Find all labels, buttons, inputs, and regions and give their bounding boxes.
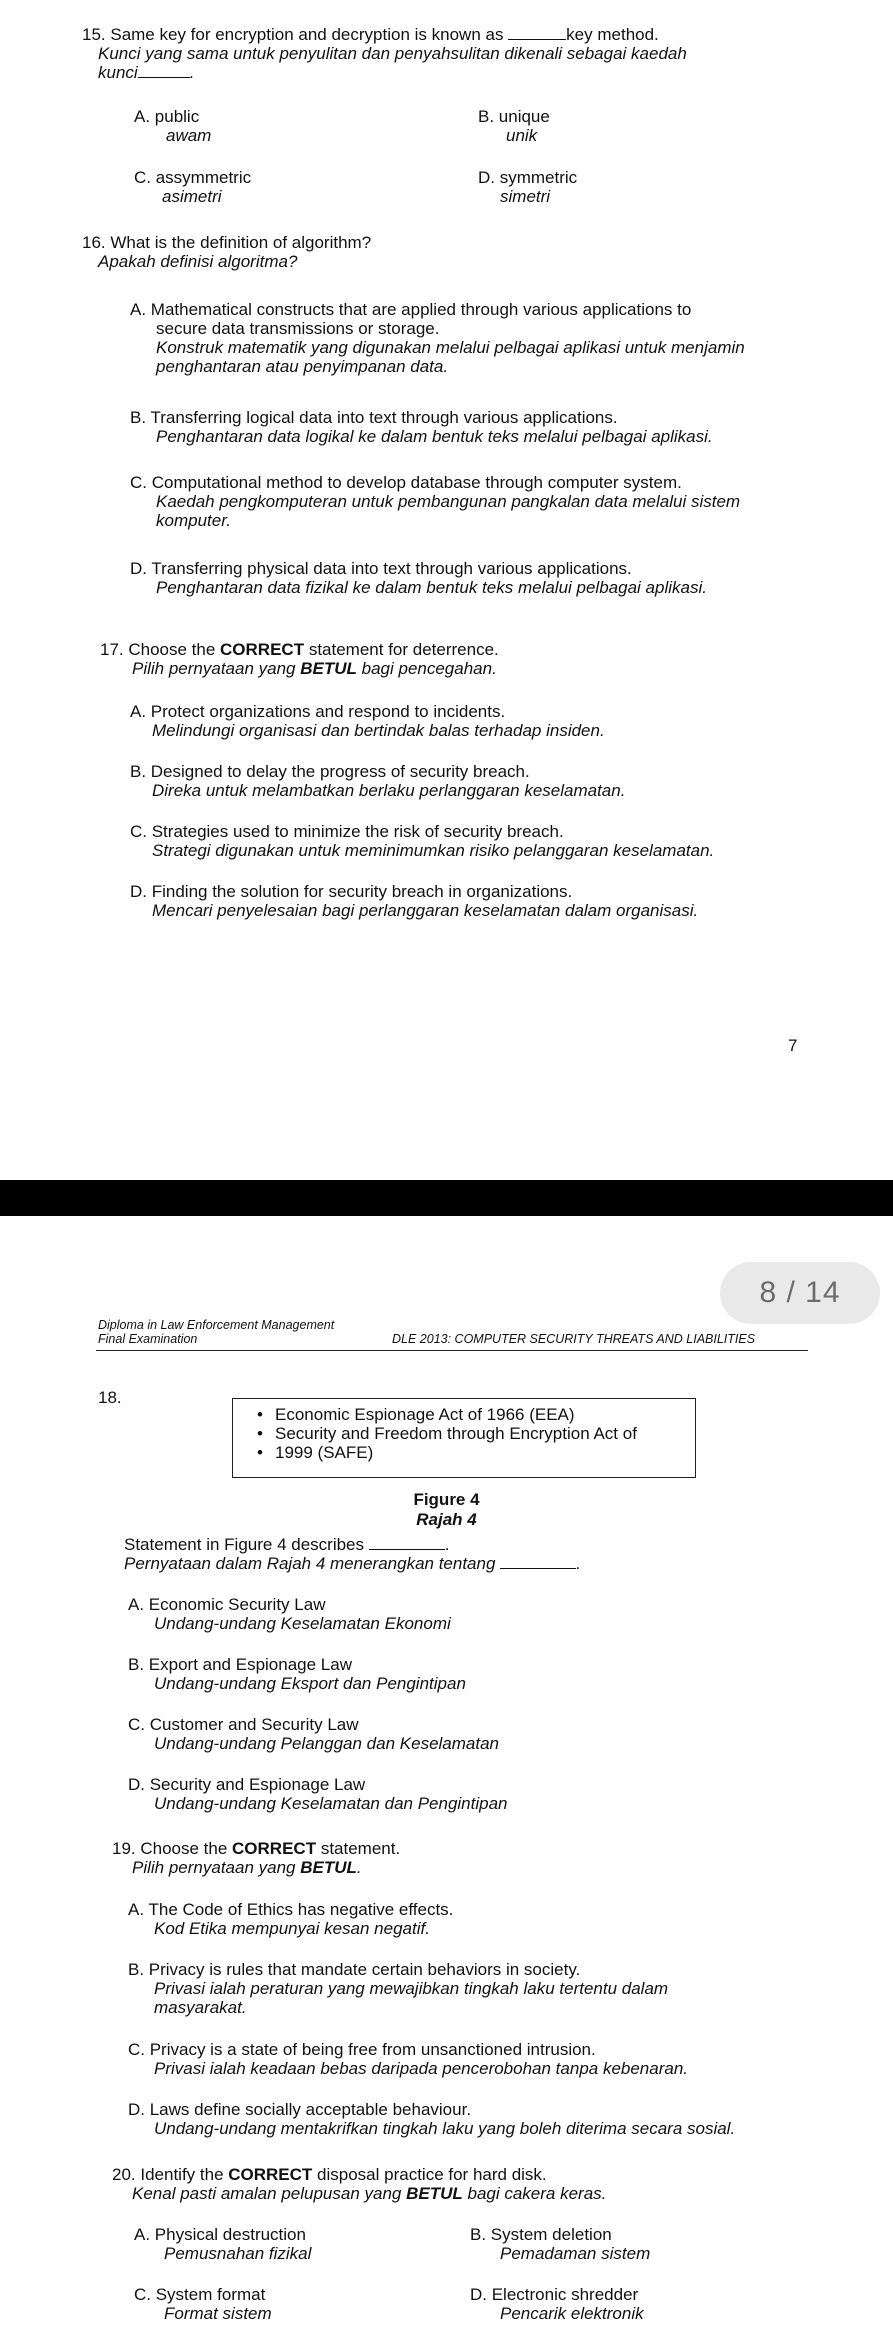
q20-option-d: D. Electronic shredder Pencarik elektronik [470,2285,644,2323]
q19-malay: Pilih pernyataan yang BETUL. [132,1858,362,1877]
question-15 [82,25,687,82]
q20-option-a: A. Physical destruction Pemusnahan fizikal [134,2225,312,2263]
q20-english: 20. Identify the CORRECT disposal practice for hard disk. [112,2165,547,2184]
q16-option-c: C. Computational method to develop database through computer system. Kaedah pengkomputeran untuk pembangunan pangkalan data melalui sistem komputer. [130,473,741,530]
question-16 [82,233,371,271]
q15-option-b: B. unique unik [478,107,550,145]
question-19 [112,1839,400,1877]
q16-malay: Apakah definisi algoritma? [98,252,298,271]
page-separator [0,1180,893,1216]
q15-english: 15. Same key for encryption and decryption is known as key method. [82,25,659,44]
q19-option-a: A. The Code of Ethics has negative effects. Kod Etika mempunyai kesan negatif. [128,1900,454,1938]
q17-malay: Pilih pernyataan yang BETUL bagi pencegahan. [132,659,497,678]
exam-page-8 [0,1216,893,2327]
figure-item: • Economic Espionage Act of 1966 (EEA) [275,1405,695,1424]
question-17 [100,640,499,678]
q20-option-c: C. System format Format sistem [134,2285,272,2323]
q18-option-c: C. Customer and Security Law Undang-undang Pelanggan dan Keselamatan [128,1715,499,1753]
figure-caption-en: Figure 4 [413,1490,480,1509]
q16-english: 16. What is the definition of algorithm? [82,233,372,252]
q18-option-a: A. Economic Security Law Undang-undang Keselamatan Ekonomi [128,1595,451,1633]
figure-caption-ms: Rajah 4 [416,1510,477,1529]
q18-number: 18. [98,1388,122,1407]
q18-stem [124,1535,581,1573]
q18-option-b: B. Export and Espionage Law Undang-undang Eksport dan Pengintipan [128,1655,466,1693]
q15-option-c: C. assymmetric asimetri [134,168,252,206]
q15-malay-2: kunci . [98,63,195,82]
q17-option-b: B. Designed to delay the progress of security breach. Direka untuk melambatkan berlaku perlanggaran keselamatan. [130,762,626,800]
q19-english: 19. Choose the CORRECT statement. [112,1839,401,1858]
q16-option-a: A. Mathematical constructs that are applied through various applications to secure data transmissions or storage. Konstruk matematik yang digunakan melalui pelbagai aplikasi untuk menjamin penghantaran atau penyimpanan data. [130,300,745,376]
q19-option-c: C. Privacy is a state of being free from unsanctioned intrusion. Privasi ialah keadaan bebas daripada pencerobohan tanpa kebenaran. [128,2040,689,2078]
q18-english: Statement in Figure 4 describes . [124,1535,450,1554]
q20-option-b: B. System deletion Pemadaman sistem [470,2225,651,2263]
figure-4-list [233,1405,695,1462]
figure-4-box [232,1398,696,1478]
q16-option-d: D. Transferring physical data into text through various applications. Penghantaran data fizikal ke dalam bentuk teks melalui pelbagai aplikasi. [130,559,707,597]
q20-malay: Kenal pasti amalan pelupusan yang BETUL bagi cakera keras. [132,2184,607,2203]
q18-option-d: D. Security and Espionage Law Undang-undang Keselamatan dan Pengintipan [128,1775,508,1813]
q17-english: 17. Choose the CORRECT statement for deterrence. [100,640,499,659]
figure-item: • Security and Freedom through Encryption Act of [275,1424,695,1443]
header-course: DLE 2013: COMPUTER SECURITY THREATS AND LIABILITIES [392,1332,756,1346]
page-indicator-badge: 8 / 14 [720,1262,880,1324]
q17-option-c: C. Strategies used to minimize the risk of security breach. Strategi digunakan untuk meminimumkan risiko pelanggaran keselamatan. [130,822,715,860]
question-20 [112,2165,606,2203]
header-program: Diploma in Law Enforcement Management Final Examination [98,1318,335,1346]
answer-blank [500,1554,576,1569]
q16-option-b: B. Transferring logical data into text through various applications. Penghantaran data logikal ke dalam bentuk teks melalui pelbagai aplikasi. [130,408,713,446]
q15-option-a: A. public awam [134,107,212,145]
answer-blank [508,25,566,40]
q18-malay: Pernyataan dalam Rajah 4 menerangkan tentang . [124,1554,581,1573]
answer-blank [369,1535,445,1550]
page-number: 7 [788,1036,798,1055]
q15-malay: Kunci yang sama untuk penyulitan dan penyahsulitan dikenali sebagai kaedah [98,44,687,63]
q19-option-b: B. Privacy is rules that mandate certain behaviors in society. Privasi ialah peraturan yang mewajibkan tingkah laku tertentu dalam masyarakat. [128,1960,669,2017]
q17-option-a: A. Protect organizations and respond to incidents. Melindungi organisasi dan bertindak balas terhadap insiden. [130,702,605,740]
figure-item-cont: • 1999 (SAFE) [275,1443,695,1462]
q15-option-d: D. symmetric simetri [478,168,578,206]
q19-option-d: D. Laws define socially acceptable behaviour. Undang-undang mentakrifkan tingkah laku yang boleh diterima secara sosial. [128,2100,736,2138]
answer-blank [138,63,190,78]
header-rule [96,1350,808,1351]
q17-option-d: D. Finding the solution for security breach in organizations. Mencari penyelesaian bagi perlanggaran keselamatan dalam organisasi. [130,882,699,920]
